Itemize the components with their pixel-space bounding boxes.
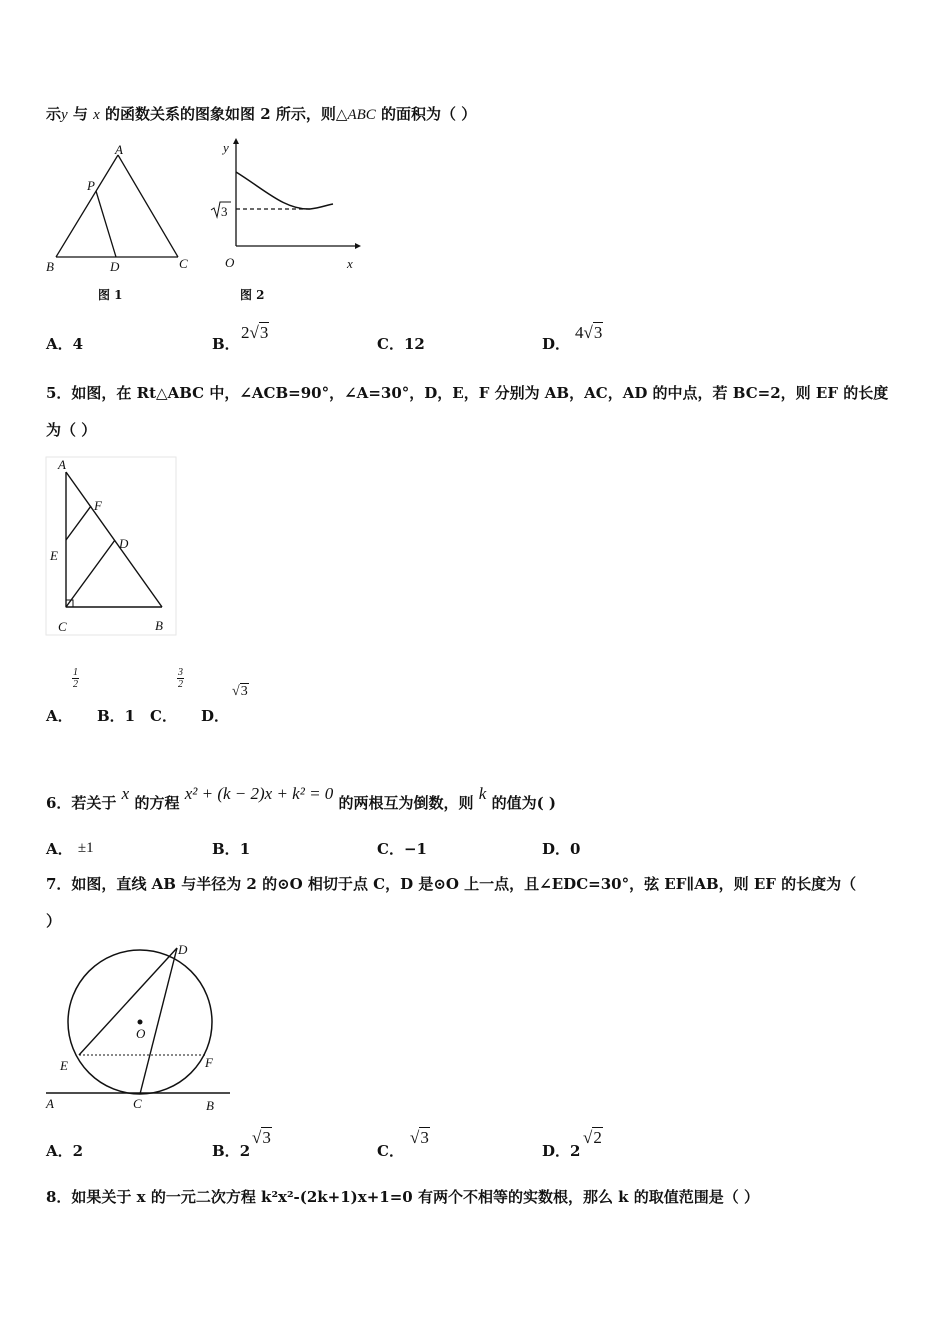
q7-option-c-radical: √3 — [410, 1128, 429, 1147]
q6-option-b[interactable]: B．1 — [212, 840, 251, 858]
axis-x-label: x — [347, 256, 353, 271]
q6-option-c[interactable]: C．−1 — [377, 840, 427, 858]
label-P: P — [87, 178, 95, 193]
q5-option-c[interactable]: C． — [150, 707, 177, 725]
q5-option-d[interactable]: D． — [201, 707, 230, 725]
label-E: E — [50, 548, 58, 563]
q6-option-a[interactable]: A． ±1 — [46, 840, 94, 858]
q4-option-a[interactable]: A．4 — [46, 335, 84, 353]
label-D: D — [110, 259, 120, 274]
q4-stem: 示y 与 x 的函数关系的图象如图 2 所示，则△ABC 的面积为（ ） — [46, 105, 477, 123]
q7-option-a[interactable]: A．2 — [46, 1142, 84, 1160]
label-O: O — [136, 1026, 146, 1041]
q4-option-c[interactable]: C．12 — [377, 335, 425, 353]
label-A: A — [46, 1096, 54, 1111]
q6-equation: x² + (k − 2)x + k² = 0 — [184, 784, 334, 803]
q5-figure — [44, 455, 184, 645]
q7-option-d[interactable]: D．2 — [542, 1142, 581, 1160]
q5-option-a[interactable]: A． — [46, 707, 73, 725]
label-B: B — [206, 1098, 214, 1113]
label-C: C — [133, 1096, 142, 1111]
q7-stem-line-2: ） — [46, 912, 62, 930]
q5-stem-line-1: 5．如图，在 Rt△ABC 中，∠ACB=90°，∠A=30°，D，E，F 分别为 AB，AC，AD 的中点，若 BC=2，则 EF 的长度 — [46, 384, 889, 402]
q4-option-b[interactable]: B． — [212, 335, 240, 353]
origin-label: O — [225, 255, 235, 270]
q5-option-a-fraction: $\frac{1}{2}$ — [73, 667, 78, 690]
label-F: F — [94, 498, 102, 513]
label-F: F — [205, 1055, 213, 1070]
q8-stem: 8．如果关于 x 的一元二次方程 k²x²-(2k+1)x+1=0 有两个不相等的实数根，那么 k 的取值范围是（ ） — [46, 1188, 760, 1206]
q5-stem-line-2: 为（ ） — [46, 421, 97, 439]
q5-option-b[interactable]: B．1 — [97, 707, 136, 725]
q4-option-b-value: 2√3 — [241, 323, 269, 342]
q4-figure-2 — [205, 138, 365, 278]
q7-option-b[interactable]: B．2 — [212, 1142, 251, 1160]
label-E: E — [60, 1058, 68, 1073]
label-B: B — [46, 259, 54, 274]
label-A: A — [115, 142, 123, 157]
q4-figure-1 — [40, 140, 200, 280]
q7-option-b-radical: √3 — [252, 1128, 271, 1147]
q6-option-d[interactable]: D．0 — [542, 840, 581, 858]
q4-option-d[interactable]: D． — [542, 335, 571, 353]
q4-figure-2-caption: 图 2 — [240, 288, 265, 302]
q7-stem-line-1: 7．如图，直线 AB 与半径为 2 的⊙O 相切于点 C，D 是⊙O 上一点，且∠EDC=30°，弦 EF∥AB，则 EF 的长度为（ — [46, 875, 857, 893]
axis-y-label: y — [223, 140, 229, 155]
label-C: C — [58, 619, 67, 634]
q5-option-c-fraction: $\frac{3}{2}$ — [178, 667, 183, 690]
sqrt3-label: 3 — [221, 204, 228, 219]
q4-figure-1-caption: 图 1 — [98, 288, 123, 302]
label-D: D — [178, 942, 188, 957]
label-B: B — [155, 618, 163, 633]
label-A: A — [58, 457, 66, 472]
q6-stem: 6．若关于 x 的方程 x² + (k − 2)x + k² = 0 的两根互为倒数，则 k 的值为( ) — [46, 784, 556, 812]
q7-option-c[interactable]: C． — [377, 1142, 404, 1160]
q7-figure — [40, 940, 240, 1120]
q4-option-d-value: 4√3 — [575, 323, 603, 342]
label-C: C — [179, 256, 188, 271]
q7-option-d-radical: √2 — [583, 1128, 602, 1147]
label-D: D — [119, 536, 129, 551]
q5-option-d-value: √3 — [232, 684, 248, 699]
